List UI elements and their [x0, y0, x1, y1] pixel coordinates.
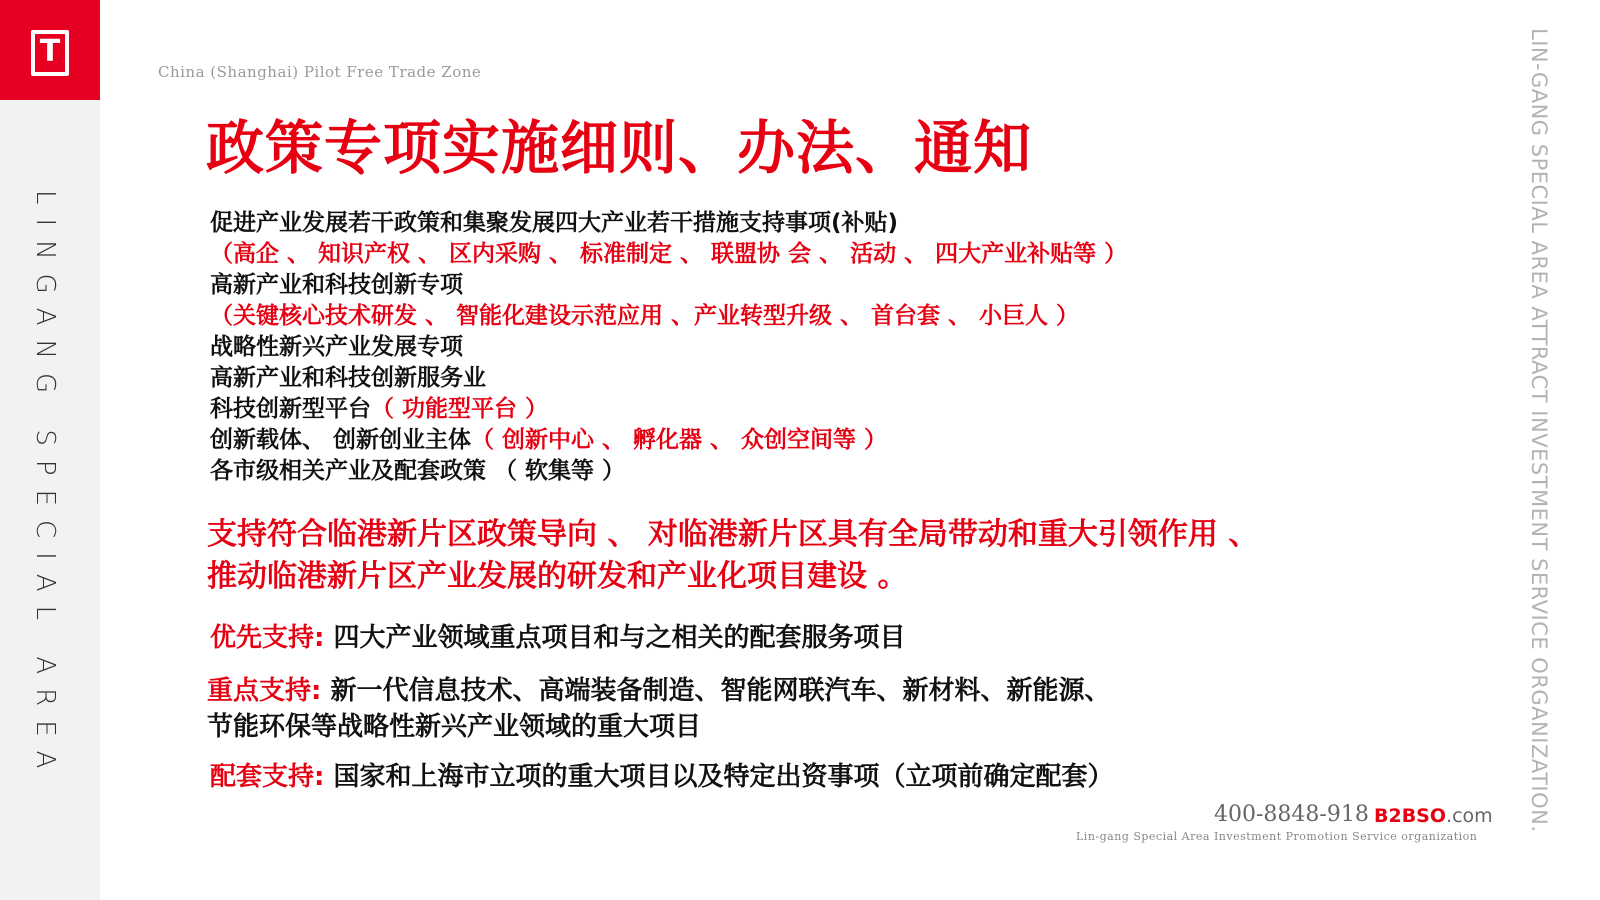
item-text: 战略性新兴产业发展专项 — [210, 334, 463, 360]
list-item — [210, 425, 1127, 456]
item-detail: （ 功能型平台 ） — [371, 396, 549, 422]
footer-brand-suffix: .com — [1446, 805, 1493, 827]
key-support — [207, 673, 1110, 745]
item-detail: （关键核心技术研发 、 智能化建设示范应用 、产业转型升级 、 首台套 、 小巨人 ） — [210, 303, 1080, 329]
key-support-text-2: 节能环保等战略性新兴产业领域的重大项目 — [207, 712, 702, 742]
brand-logo — [0, 0, 100, 100]
list-item — [210, 363, 1127, 394]
priority-support-label: 优先支持: — [210, 623, 325, 653]
item-text: 促进产业发展若干政策和集聚发展四大产业若干措施支持事项(补贴) — [210, 210, 899, 236]
matching-support-label: 配套支持: — [210, 762, 325, 792]
item-text: 创新载体、 创新创业主体 — [210, 427, 472, 453]
item-detail: （ 创新中心 、 孵化器 、 众创空间等 ） — [471, 427, 888, 453]
matching-support-text: 国家和上海市立项的重大项目以及特定出资事项（立项前确定配套） — [333, 762, 1114, 792]
list-item — [210, 394, 1127, 425]
key-support-label: 重点支持: — [207, 676, 322, 706]
left-vertical-caption: LINGANG SPECIAL AREA — [30, 190, 60, 783]
item-detail: （高企 、 知识产权 、 区内采购 、 标准制定 、 联盟协 会 、 活动 、 四大产业补贴等 ） — [210, 241, 1128, 267]
policy-list — [210, 208, 1127, 487]
matching-support — [210, 759, 1113, 795]
list-item — [210, 301, 1127, 332]
statement-line-2: 推动临港新片区产业发展的研发和产业化项目建设 。 — [207, 559, 908, 594]
list-item — [210, 456, 1127, 487]
key-support-text-1: 新一代信息技术、高端装备制造、智能网联汽车、新材料、新能源、 — [330, 676, 1111, 706]
priority-support-text: 四大产业领域重点项目和与之相关的配套服务项目 — [333, 623, 906, 653]
item-text: 高新产业和科技创新服务业 — [210, 365, 486, 391]
item-text: 科技创新型平台 — [210, 396, 371, 422]
list-item — [210, 332, 1127, 363]
list-item — [210, 208, 1127, 239]
page-subtitle: China (Shanghai) Pilot Free Trade Zone — [158, 63, 482, 81]
logo-t-icon: T — [31, 30, 69, 76]
footer-brand-name: B2BSO — [1374, 805, 1447, 827]
footer-phone: 400-8848-918 — [1214, 802, 1369, 827]
list-item — [210, 270, 1127, 301]
support-statement — [207, 514, 1258, 598]
footer-org: Lin-gang Special Area Investment Promotion Service organization — [1076, 830, 1478, 843]
statement-line-1: 支持符合临港新片区政策导向 、 对临港新片区具有全局带动和重大引领作用 、 — [207, 517, 1259, 552]
page-title: 政策专项实施细则、办法、通知 — [206, 114, 1033, 182]
list-item — [210, 239, 1127, 270]
item-text: 高新产业和科技创新专项 — [210, 272, 463, 298]
priority-support — [210, 620, 905, 656]
item-text: 各市级相关产业及配套政策 （ 软集等 ） — [210, 458, 626, 484]
right-vertical-caption: LIN-GANG SPECIAL AREA ATTRACT INVESTMENT SERVICE ORGANIZATION. — [1527, 28, 1551, 833]
footer-brand — [1374, 805, 1493, 827]
